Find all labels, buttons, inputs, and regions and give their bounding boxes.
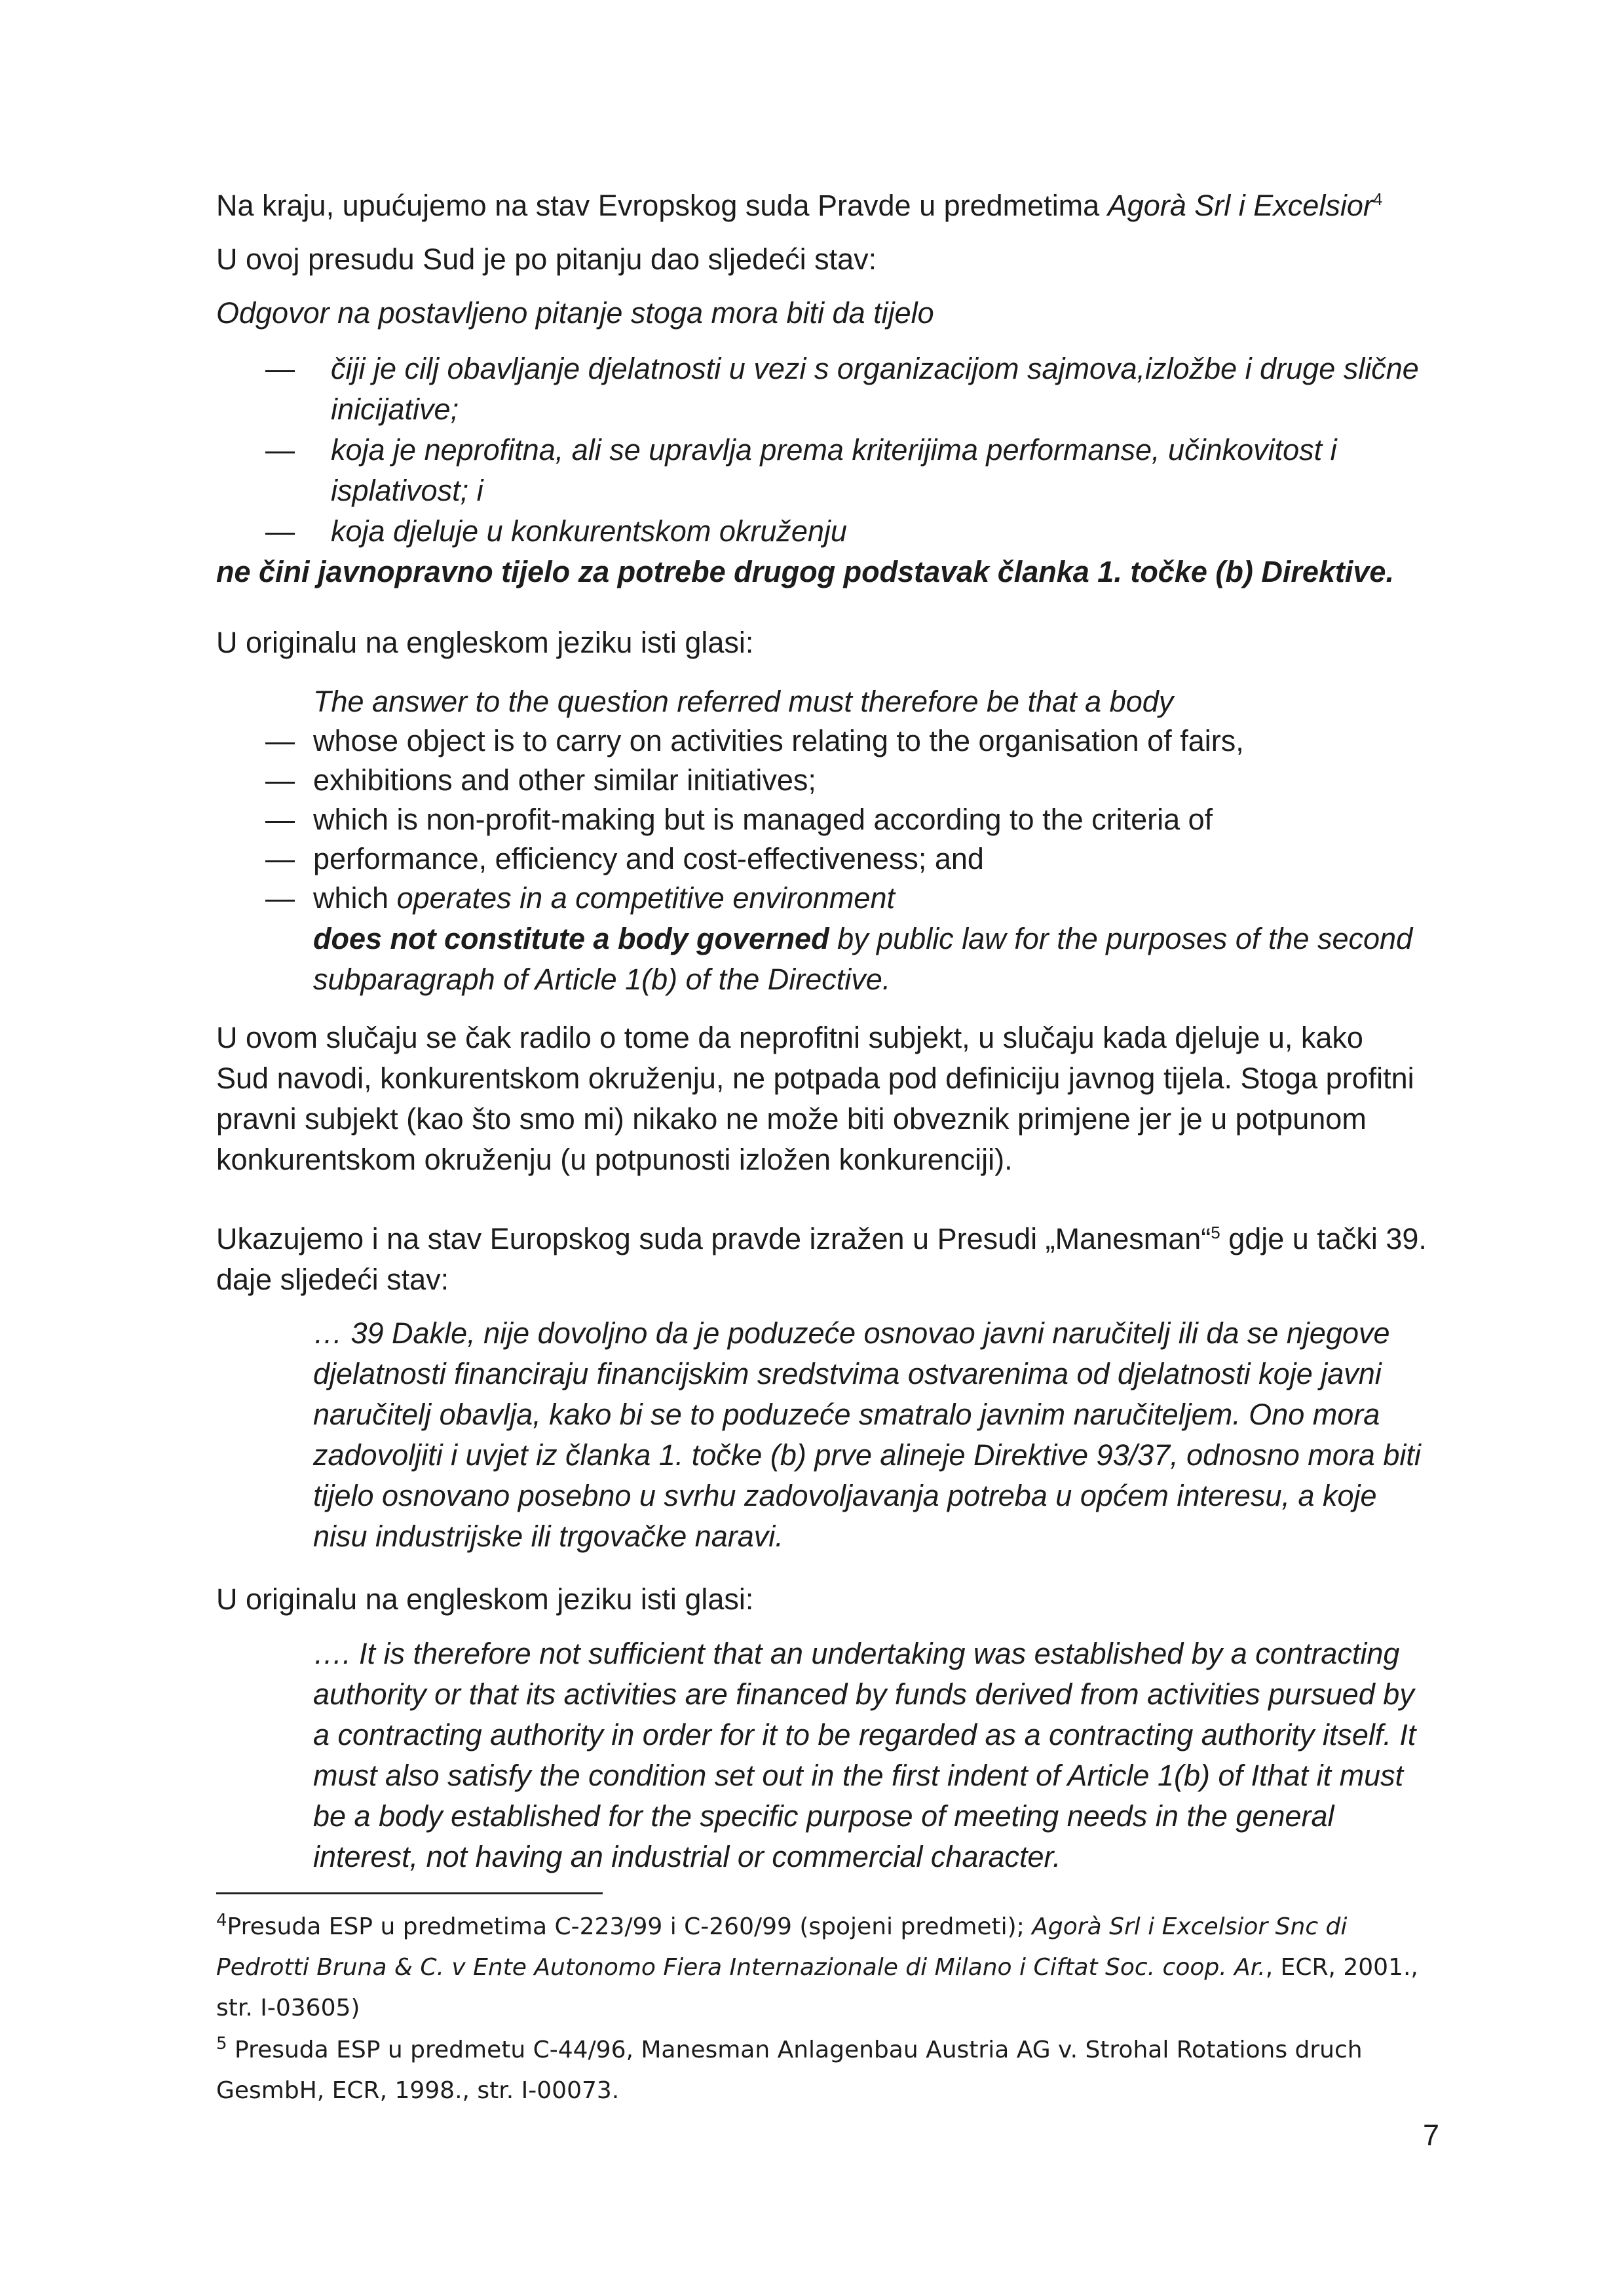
footnote-ref-4[interactable]: 4: [1372, 189, 1383, 209]
footnote-5: $^5$ Presuda ESP u predmetu C-44/96, Manesman Anlagenbau Austria AG v. Strohal Rotations druch GesmbH, ECR, 1998., str. I-00073.: [216, 2034, 1363, 2104]
case-name: Agorà Srl i Excelsior: [1107, 189, 1373, 222]
original-intro: U originalu na engleskom jeziku isti glasi:: [216, 1582, 754, 1616]
footnote-4: $^4$Presuda ESP u predmetima C-223/99 i C-260/99 (spojeni predmeti); Agorà Srl i Excelsior Snc di Pedrotti Bruna & C. v Ente Autonomo Fiera Internazionale di Milano i Ciftat Soc. coop. Ar., ECR, 2001., str. I-03605): [216, 1911, 1418, 2021]
paragraph-ukazujemo: Ukazujemo i na stav Europskog suda pravde izražen u Presudi „Manesman“$^5$ gdje u tački 39.: [216, 1222, 1427, 1255]
en-conclusion-cont: subparagraph of Article 1(b) of the Directive.: [313, 963, 891, 996]
en-lead: The answer to the question referred must therefore be that a body: [313, 685, 1174, 718]
page-number: 7: [1423, 2118, 1440, 2152]
intro-line-2: U ovoj presudu Sud je po pitanju dao sljedeći stav:: [216, 242, 877, 276]
quote-en: …. It is therefore not sufficient that an undertaking was established by a contracting authority or that its activities are financed by funds derived from activities pursued by a contracting authority in order for it to be regarded as a contracting authority itself. It must also satisfy the condition set out in the first indent of Article 1(b) of Ithat it must be a body established for the specific purpose of meeting needs in the general interest, not having an industrial or commercial character.: [313, 1637, 1416, 1873]
intro-line-3: Odgovor na postavljeno pitanje stoga mora biti da tijelo: [216, 296, 934, 330]
footnote-ref-5[interactable]: 5: [1211, 1223, 1220, 1242]
en-conclusion: does not constitute a body governed by public law for the purposes of the second: [313, 922, 1413, 955]
intro-line-1: [216, 185, 1448, 226]
bs-list-item-cont: isplativost; i: [331, 474, 483, 507]
footnote-separator: [216, 1892, 603, 1894]
bs-list-item-cont: inicijative;: [331, 392, 459, 426]
intro-text: Na kraju, upućujemo na stav Evropskog suda Pravde u predmetima: [216, 189, 1108, 222]
original-intro: U originalu na engleskom jeziku isti glasi:: [216, 626, 754, 659]
paragraph-ovom: U ovom slučaju se čak radilo o tome da neprofitni subjekt, u slučaju kada djeluje u, kako Sud navodi, konkurentskom okruženju, ne potpada pod definiciju javnog tijela. Stoga profitni pravni subjekt (kao što smo mi) nikako ne može biti obveznik primjene jer je u potpunom konkurentskom okruženju (u potpunosti izložen konkurenciji).: [216, 1021, 1414, 1176]
bs-conclusion: ne čini javnopravno tijelo za potrebe drugog podstavak članka 1. točke (b) Direktive.: [216, 555, 1394, 588]
quote-bs: … 39 Dakle, nije dovoljno da je poduzeće osnovao javni naručitelj ili da se njegove djelatnosti financiraju financijskim sredstvima ostvarenima od djelatnosti koje javni naručitelj obavlja, kako bi se to poduzeće smatralo javnim naručiteljem. Ono mora zadovoljiti i uvjet iz članka 1. točke (b) prve alineje Direktive 93/37, odnosno mora biti tijelo osnovano posebno u svrhu zadovoljavanja potreba u općem interesu, a koje nisu industrijske ili trgovačke naravi.: [313, 1316, 1421, 1553]
paragraph-ukazujemo-cont: daje sljedeći stav:: [216, 1263, 449, 1296]
document-page: Na kraju, upućujemo na stav Evropskog suda Pravde u predmetima Agorà Srl i Excelsior$^4$ U ovoj presudu Sud je po pitanju dao sljedeći stav: Odgovor na postavljeno pitanje stoga mora biti da tijelo — čiji je cilj obavljanje djelatnosti u vezi s organizacijom sajmova,izložbe i druge slične inicijative; — koja je neprofitna, ali se upravlja prema kriterijima performanse, učinkovitost i isplativost; i — koja djeluje u konkurentskom okruženju ne čini javnopravno tijelo za potrebe drugog podstavak članka 1. točke (b) Direktive. U originalu na engleskom jeziku isti glasi: The answer to the question referred must therefore be that a body — whose object is to carry on activities relating to the organisation of fairs, — exhibitions and other similar initiatives; — which is non-profit-making but is managed according to the criteria of — performance, efficiency and cost-effectiveness; and — which operates in a competitive environment does not constitute a body governed by public law for the purposes of the second subparagraph of Article 1(b) of the Directive. U ovom slučaju se čak radilo o tome da neprofitni subjekt, u slučaju kada djeluje u, kako Sud navodi, konkurentskom okruženju, ne potpada pod definiciju javnog tijela. Stoga profitni pravni subjekt (kao što smo mi) nikako ne može biti obveznik primjene jer je u potpunom konkurentskom okruženju (u potpunosti izložen konkurenciji). Ukazujemo i na stav Europskog suda pravde izražen u Presudi „Manesman“$^5$ gdje u tački 39. daje sljedeći stav: … 39 Dakle, nije dovoljno da je poduzeće osnovao javni naručitelj ili da se njegove djelatnosti financiraju financijskim sredstvima ostvarenima od djelatnosti koje javni naručitelj obavlja, kako bi se to poduzeće smatralo javnim naručiteljem. Ono mora zadovoljiti i uvjet iz članka 1. točke (b) prve alineje Direktive 93/37, odnosno mora biti tijelo osnovano posebno u svrhu zadovoljavanja potreba u općem interesu, a koje nisu industrijske ili trgovačke naravi. U originalu na engleskom jeziku isti glasi: …. It is therefore not sufficient that an undertaking was established by a contracting authority or that its activities are financed by funds derived from activities pursued by a contracting authority in order for it to be regarded as a contracting authority itself. It must also satisfy the condition set out in the first indent of Article 1(b) of Ithat it must be a body established for the specific purpose of meeting needs in the general interest, not having an industrial or commercial character. $^4$Presuda ESP u predmetima C-223/99 i C-260/99 (spojeni predmeti); Agorà Srl i Excelsior Snc di Pedrotti Bruna & C. v Ente Autonomo Fiera Internazionale di Milano i Ciftat Soc. coop. Ar., ECR, 2001., str. I-03605) $^5$ Presuda ESP u predmetu C-44/96, Manesman Anlagenbau Austria AG v. Strohal Rotations druch GesmbH, ECR, 1998., str. I-00073. 7: [0, 0, 1624, 2296]
